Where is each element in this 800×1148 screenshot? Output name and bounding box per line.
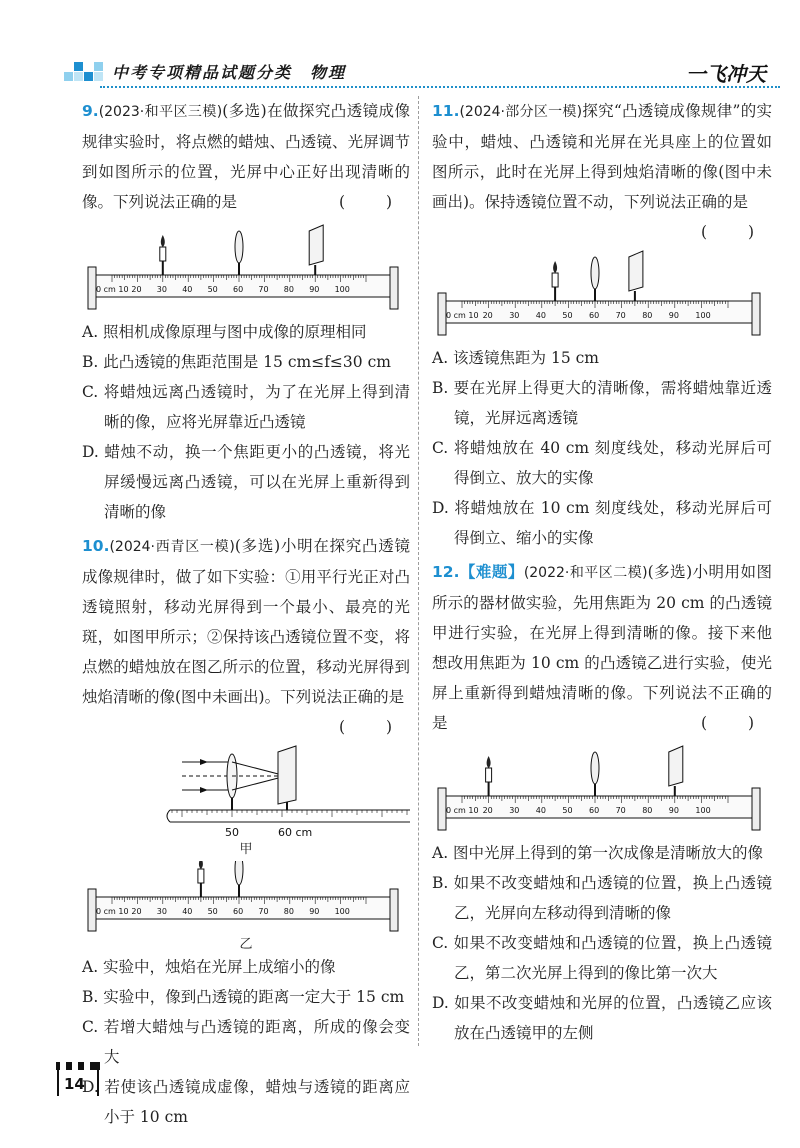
convex-lens-icon xyxy=(235,231,243,263)
q10-optical-bench-figure xyxy=(82,861,410,935)
ruler-tick-label: 30 xyxy=(509,311,520,320)
candle-flame-icon xyxy=(553,261,557,273)
q12-source: (2022·和平区二模) xyxy=(523,565,648,581)
q11-option-a: A. 该透镜焦距为 15 cm xyxy=(432,349,600,367)
q10-figure-jia xyxy=(82,742,410,838)
page-number: 14 xyxy=(64,1075,85,1093)
ruler-tick-label: 100 xyxy=(334,907,350,916)
ruler-tick-label: 0 cm 10 xyxy=(446,806,479,815)
ruler-tick-label: 80 xyxy=(642,806,653,815)
right-column xyxy=(432,96,772,1048)
ruler-tick-label: 60 xyxy=(233,907,244,916)
ruler-tick-label: 40 xyxy=(182,907,193,916)
q9-option-d: D. 蜡烛不动，换一个焦距更小的凸透镜，将光屏缓慢远离凸透镜，可以在光屏上重新得到清晰的像 xyxy=(82,443,410,521)
ruler-tick-label: 20 xyxy=(482,806,493,815)
bench-left-stand xyxy=(88,889,96,931)
candle-flame-icon xyxy=(161,235,165,247)
ruler-tick-label: 40 xyxy=(535,311,546,320)
ruler-tick-label: 70 xyxy=(258,907,269,916)
q11-answer-paren: ( ) xyxy=(700,223,772,241)
header-brand: 一飞冲天 xyxy=(686,62,766,86)
q12-optical-bench-figure xyxy=(432,742,772,834)
bench-rail xyxy=(167,810,410,822)
ruler-tick-label: 40 xyxy=(535,806,546,815)
q11-option-b: B. 要在光屏上得更大的清晰像，需将蜡烛靠近透镜，光屏远离透镜 xyxy=(432,379,772,427)
q10-fig-jia-caption: 甲 xyxy=(239,842,253,857)
q9-option-a: A. 照相机成像原理与图中成像的原理相同 xyxy=(82,323,367,341)
ruler-tick-label: 30 xyxy=(156,285,167,294)
light-screen-icon xyxy=(278,746,296,804)
ray-arrow-icon xyxy=(200,759,208,765)
q10-option-a: A. 实验中，烛焰在光屏上成缩小的像 xyxy=(82,958,336,976)
q11-stem xyxy=(432,96,772,241)
convex-lens-icon xyxy=(591,752,599,784)
q12-answer-paren: ( ) xyxy=(700,714,772,732)
q11-option-d: D. 将蜡烛放在 10 cm 刻度线处，移动光屏后可得倒立、缩小的实像 xyxy=(432,499,772,547)
q10-jia-ticks xyxy=(172,810,410,817)
ruler-tick-label: 40 xyxy=(182,285,193,294)
light-screen-icon xyxy=(669,746,683,786)
left-column xyxy=(82,96,410,1132)
q12-option-c: C. 如果不改变蜡烛和凸透镜的位置，换上凸透镜乙，第二次光屏上得到的像比第一次大 xyxy=(432,934,772,982)
ruler-tick-label: 30 xyxy=(509,806,520,815)
q9-number: 9. xyxy=(82,102,99,120)
ruler-tick-label: 90 xyxy=(309,285,320,294)
header-rule xyxy=(100,86,780,90)
convex-lens-icon xyxy=(591,257,599,289)
bench-left-stand xyxy=(438,293,446,335)
q9-source: (2023·和平区三模) xyxy=(98,104,223,120)
q10-option-d: D. 若使该凸透镜成虚像，蜡烛与透镜的距离应小于 10 cm xyxy=(82,1078,410,1126)
bench-left-stand xyxy=(438,788,446,830)
ruler-tick-label: 50 xyxy=(562,806,573,815)
q12-difficulty-tag: 【难题】 xyxy=(459,563,524,581)
ruler-tick-label: 90 xyxy=(668,311,679,320)
candle-icon xyxy=(198,869,204,883)
q10-number: 10. xyxy=(82,537,110,555)
candle-icon xyxy=(552,273,558,287)
q11-source: (2024·部分区一模) xyxy=(459,104,583,120)
header-squares-icon xyxy=(64,58,110,86)
ruler-tick-label: 0 cm 10 xyxy=(96,907,129,916)
q9-option-c: C. 将蜡烛远离凸透镜时，为了在光屏上得到清晰的像，应将光屏靠近凸透镜 xyxy=(82,383,410,431)
q10-text: (多选)小明在探究凸透镜成像规律时，做了如下实验：①用平行光正对凸透镜照射，移动光屏得到一个最小、最亮的光斑，如图甲所示；②保持该凸透镜位置不变，将点燃的蜡烛放在图乙所示的位置，移动光屏得到烛焰清晰的像(图中未画出)。下列说法正确的是 xyxy=(82,537,410,706)
ruler-tick-label: 60 xyxy=(589,806,600,815)
q9-stem xyxy=(82,96,410,217)
light-screen-icon xyxy=(309,225,323,265)
q12-option-d: D. 如果不改变蜡烛和光屏的位置，凸透镜乙应该放在凸透镜甲的左侧 xyxy=(432,994,772,1042)
ruler-tick-label: 100 xyxy=(334,285,350,294)
ruler-tick-label: 30 xyxy=(156,907,167,916)
q9-answer-paren: ( ) xyxy=(338,193,410,211)
ruler-tick-label: 100 xyxy=(695,806,711,815)
q10-fig-yi-caption: 乙 xyxy=(239,937,253,952)
ruler-tick-label: 60 xyxy=(233,285,244,294)
light-screen-icon xyxy=(629,251,643,291)
ruler-tick-label: 80 xyxy=(283,907,294,916)
ruler-tick-label: 90 xyxy=(668,806,679,815)
q11-optical-bench-figure xyxy=(432,247,772,339)
ruler-tick-label: 50 xyxy=(207,907,218,916)
ruler-tick-label: 0 cm 10 xyxy=(446,311,479,320)
q10-answer-paren: ( ) xyxy=(338,718,410,736)
q11-option-c: C. 将蜡烛放在 40 cm 刻度线处，移动光屏后可得倒立、放大的实像 xyxy=(432,439,772,487)
page-header xyxy=(0,0,800,96)
q12-stem xyxy=(432,557,772,738)
q12-option-a: A. 图中光屏上得到的第一次成像是清晰放大的像 xyxy=(432,844,764,862)
ruler-tick-label: 20 xyxy=(131,285,142,294)
candle-flame-icon xyxy=(199,861,203,869)
bench-right-stand xyxy=(390,267,398,309)
q11-text: 探究“凸透镜成像规律”的实验中，蜡烛、凸透镜和光屏在光具座上的位置如图所示，此时在光屏上得到烛焰清晰的像(图中未画出)。保持透镜位置不动，下列说法正确的是 xyxy=(432,102,772,211)
bench-right-stand xyxy=(390,889,398,931)
q12-text: (多选)小明用如图所示的器材做实验，先用焦距为 20 cm 的凸透镜甲进行实验，在光屏上得到清晰的像。接下来他想改用焦距为 10 cm 的凸透镜乙进行实验，使光屏上重新得到蜡烛清晰的像。下列说法不正确的是 xyxy=(432,563,772,732)
ruler-tick-label: 70 xyxy=(615,311,626,320)
bench-right-stand xyxy=(752,293,760,335)
header-title: 中考专项精品试题分类 物理 xyxy=(112,63,347,82)
q12-number: 12. xyxy=(432,563,460,581)
jia-label-50: 50 xyxy=(225,826,239,838)
ruler-tick-label: 80 xyxy=(283,285,294,294)
ruler-tick-label: 70 xyxy=(615,806,626,815)
ray-arrow-icon xyxy=(200,787,208,793)
q10-source: (2024·西青区一模) xyxy=(109,539,235,555)
jia-label-60: 60 cm xyxy=(278,826,313,838)
q9-option-b: B. 此凸透镜的焦距范围是 15 cm≤f≤30 cm xyxy=(82,353,391,371)
ruler-tick-label: 100 xyxy=(695,311,711,320)
ruler-tick-label: 20 xyxy=(131,907,142,916)
column-divider xyxy=(418,96,419,1046)
ruler-tick-label: 70 xyxy=(258,285,269,294)
candle-icon xyxy=(160,247,166,261)
q9-text: (多选)在做探究凸透镜成像规律实验时，将点燃的蜡烛、凸透镜、光屏调节到如图所示的位置，光屏中心正好出现清晰的像。下列说法正确的是 xyxy=(82,102,410,211)
q12-option-b: B. 如果不改变蜡烛和凸透镜的位置，换上凸透镜乙，光屏向左移动得到清晰的像 xyxy=(432,874,772,922)
q11-number: 11. xyxy=(432,102,460,120)
ruler-tick-label: 90 xyxy=(309,907,320,916)
ruler-tick-label: 20 xyxy=(482,311,493,320)
bench-left-stand xyxy=(88,267,96,309)
q10-stem xyxy=(82,531,410,736)
ruler-tick-label: 0 cm 10 xyxy=(96,285,129,294)
candle-icon xyxy=(486,768,492,782)
bench-right-stand xyxy=(752,788,760,830)
ruler-tick-label: 60 xyxy=(589,311,600,320)
q9-optical-bench-figure xyxy=(82,221,410,313)
ruler-tick-label: 50 xyxy=(207,285,218,294)
ruler-tick-label: 80 xyxy=(642,311,653,320)
q10-option-b: B. 实验中，像到凸透镜的距离一定大于 15 cm xyxy=(82,988,405,1006)
ruler-tick-label: 50 xyxy=(562,311,573,320)
candle-flame-icon xyxy=(487,756,491,768)
convex-lens-icon xyxy=(235,861,243,885)
q10-option-c: C. 若增大蜡烛与凸透镜的距离，所成的像会变大 xyxy=(82,1018,410,1066)
